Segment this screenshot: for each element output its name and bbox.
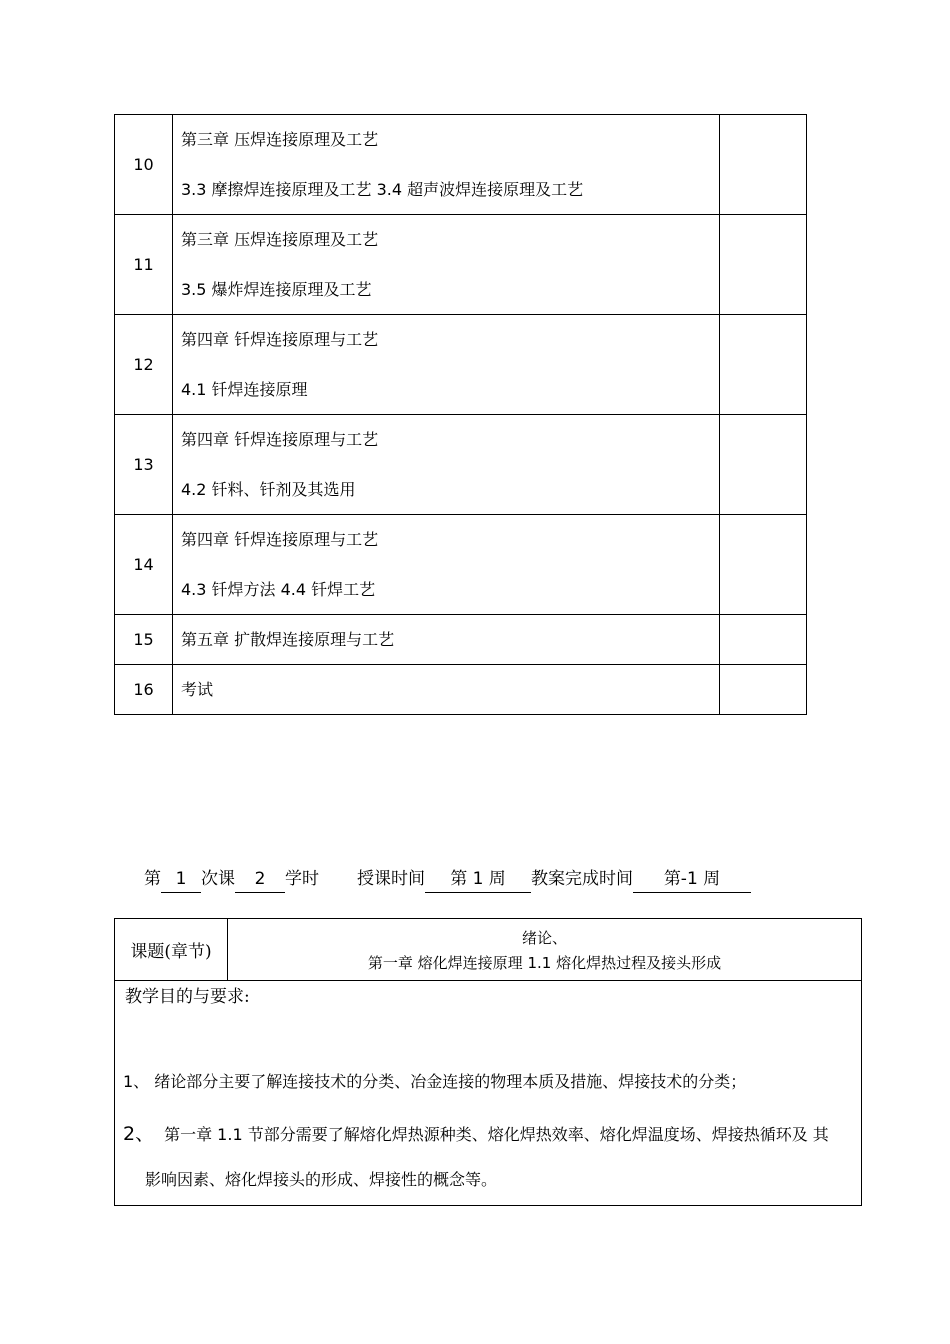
- hours-suffix: 学时: [285, 869, 319, 889]
- lesson-number: 1: [161, 866, 201, 893]
- table-row: [115, 115, 807, 215]
- chapter-title: 第五章 扩散焊连接原理与工艺: [181, 629, 395, 649]
- remarks-cell: [720, 415, 807, 515]
- topic-cell: [173, 215, 720, 315]
- table-row: [115, 515, 807, 615]
- goal-item-1: 1、 绪论部分主要了解连接技术的分类、冶金连接的物理本质及措施、焊接技术的分类；: [123, 1072, 747, 1091]
- remarks-cell: [720, 615, 807, 665]
- topic-title-line2: 第一章 熔化焊连接原理 1.1 熔化焊热过程及接头形成: [367, 954, 722, 972]
- lesson-suffix: 次课: [201, 869, 235, 889]
- lesson-header: [144, 866, 751, 893]
- week-number: 10: [115, 115, 173, 215]
- table-row: [115, 665, 807, 715]
- remarks-cell: [720, 115, 807, 215]
- table-row: [115, 415, 807, 515]
- goal-item-2-continued: 影响因素、熔化焊接头的形成、焊接性的概念等。: [145, 1170, 498, 1189]
- chapter-title: 第三章 压焊连接原理及工艺: [181, 229, 379, 249]
- remarks-cell: [720, 665, 807, 715]
- week-number: 14: [115, 515, 173, 615]
- remarks-cell: [720, 315, 807, 415]
- table-row: [115, 315, 807, 415]
- topic-cell: [173, 515, 720, 615]
- complete-time-label: 教案完成时间: [531, 869, 633, 889]
- goals-heading: 教学目的与要求:: [125, 987, 250, 1007]
- schedule-table: [114, 114, 807, 715]
- week-number: 16: [115, 665, 173, 715]
- complete-time-value: 第-1 周: [633, 866, 751, 893]
- topic-row: [115, 919, 861, 981]
- section-title: 4.3 钎焊方法 4.4 钎焊工艺: [181, 579, 376, 599]
- week-number: 11: [115, 215, 173, 315]
- goal-item-2-number: 2、: [123, 1123, 155, 1145]
- remarks-cell: [720, 515, 807, 615]
- section-title: 3.5 爆炸焊连接原理及工艺: [181, 279, 372, 299]
- chapter-title: 第四章 钎焊连接原理与工艺: [181, 329, 379, 349]
- week-number: 12: [115, 315, 173, 415]
- week-number: 15: [115, 615, 173, 665]
- teach-time-value: 第 1 周: [425, 866, 531, 893]
- lesson-prefix: 第: [144, 869, 161, 889]
- goal-item-2-text: 第一章 1.1 节部分需要了解熔化焊热源种类、熔化焊热效率、熔化焊温度场、焊接热循环及 其: [164, 1125, 829, 1144]
- week-number: 13: [115, 415, 173, 515]
- section-title: 4.2 钎料、钎剂及其选用: [181, 479, 356, 499]
- chapter-title: 第四章 钎焊连接原理与工艺: [181, 529, 379, 549]
- topic-cell: [173, 615, 720, 665]
- chapter-title: 第四章 钎焊连接原理与工艺: [181, 429, 379, 449]
- topic-cell: [173, 115, 720, 215]
- topic-label: 课题(章节): [115, 919, 228, 980]
- section-title: 4.1 钎焊连接原理: [181, 379, 308, 399]
- section-title: 3.3 摩擦焊连接原理及工艺 3.4 超声波焊连接原理及工艺: [181, 179, 584, 199]
- goal-item-2: [123, 1119, 829, 1146]
- remarks-cell: [720, 215, 807, 315]
- topic-cell: [173, 415, 720, 515]
- lesson-hours: 2: [235, 866, 285, 893]
- table-row: [115, 215, 807, 315]
- chapter-title: 第三章 压焊连接原理及工艺: [181, 129, 379, 149]
- topic-cell: [173, 665, 720, 715]
- lesson-plan-table: [114, 918, 862, 1206]
- table-row: [115, 615, 807, 665]
- topic-cell: [173, 315, 720, 415]
- teach-time-label: 授课时间: [357, 869, 425, 889]
- topic-title-cell: [228, 919, 861, 980]
- exam-label: 考试: [181, 679, 214, 699]
- topic-title-line1: 绪论、: [521, 929, 567, 947]
